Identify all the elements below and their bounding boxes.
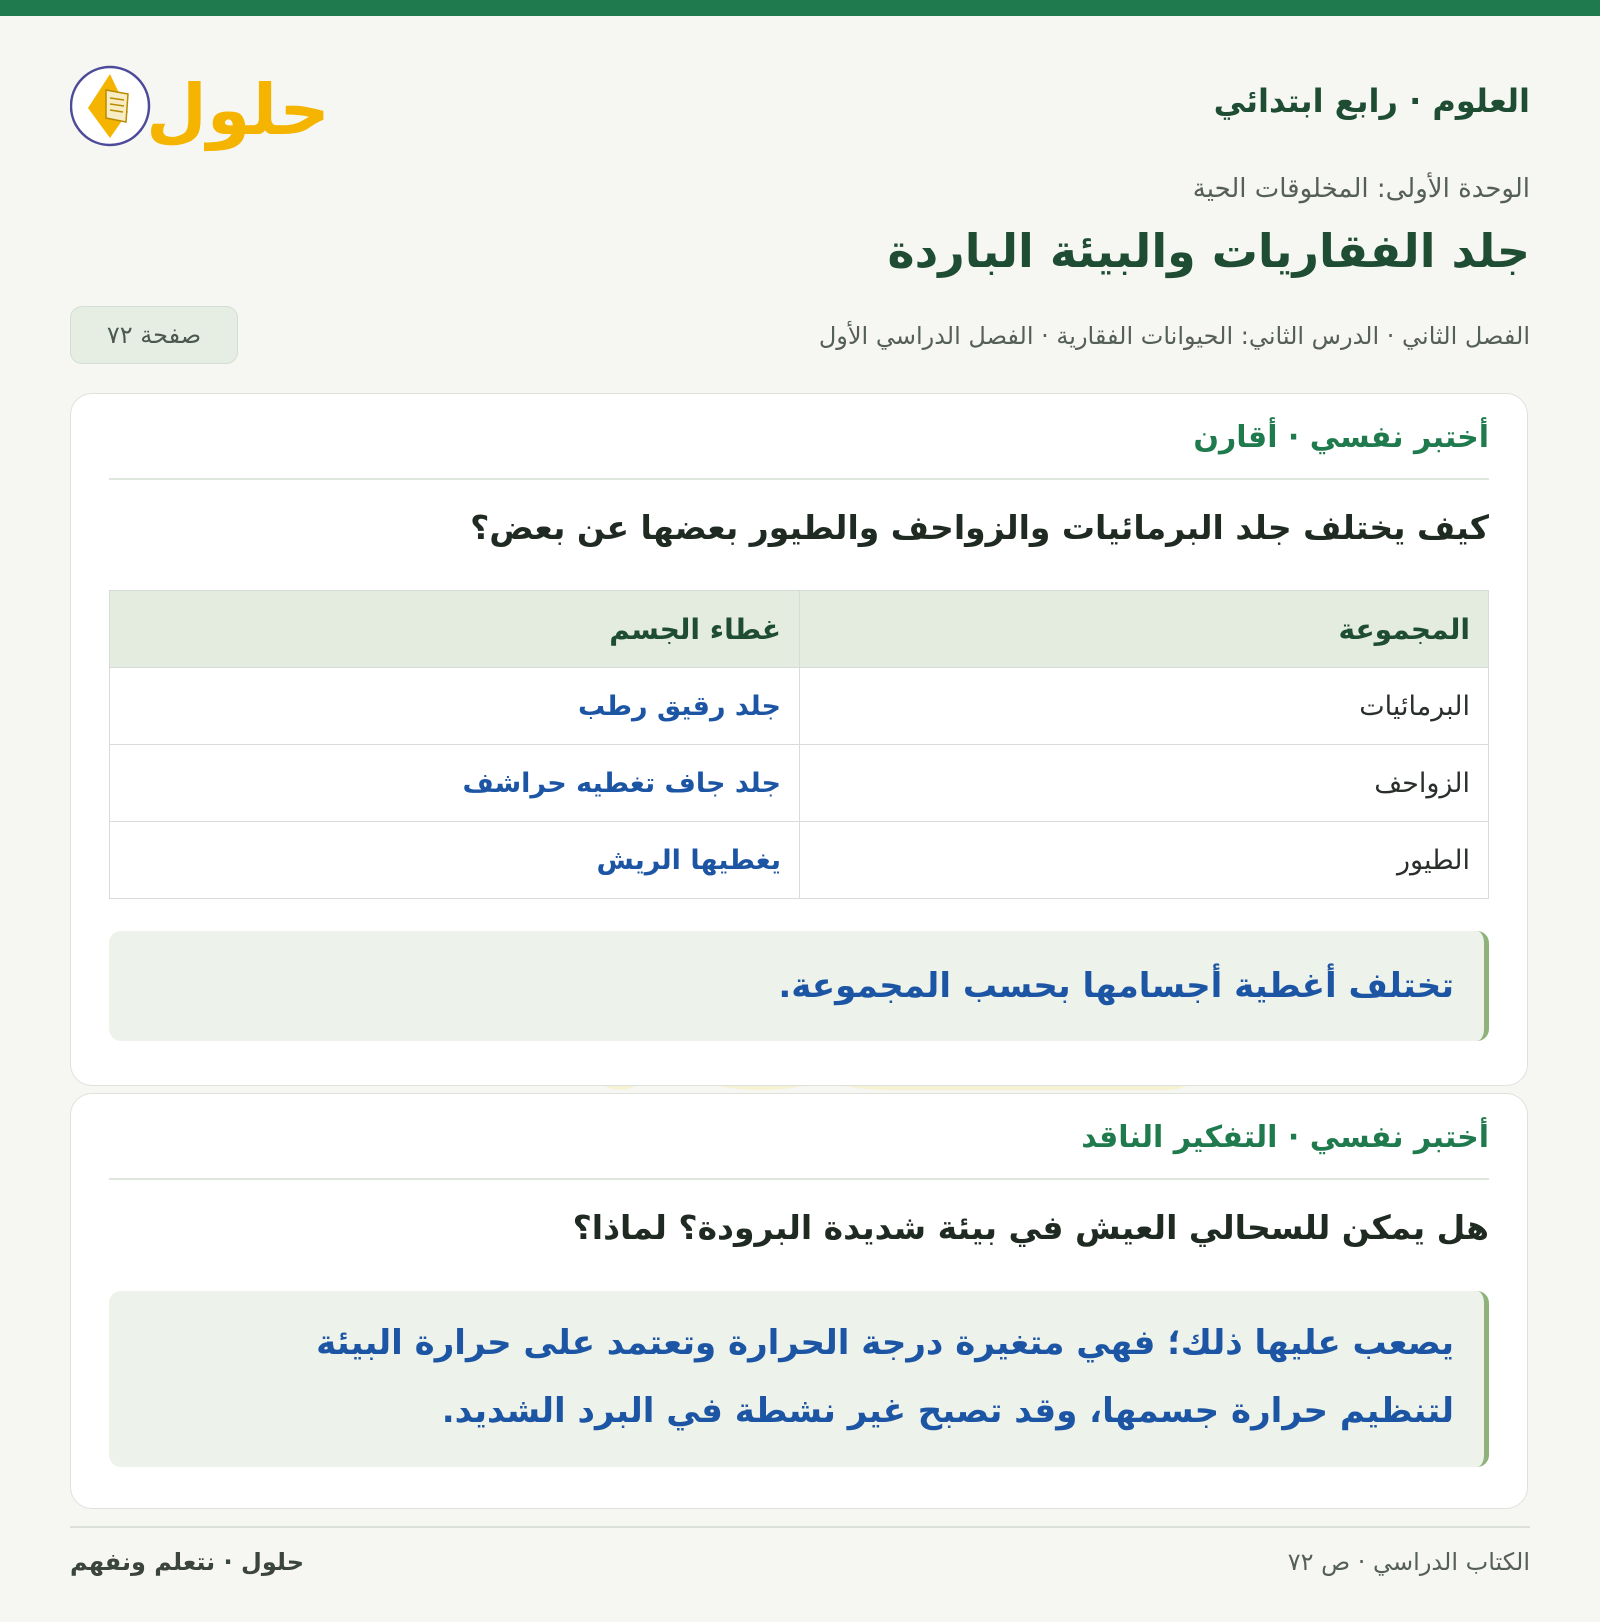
column-header-group: المجموعة	[800, 591, 1489, 668]
compare-card	[70, 393, 1528, 1086]
card-heading: أختبر نفسي · التفكير الناقد	[109, 1120, 1489, 1180]
cell-group: الزواحف	[800, 745, 1489, 822]
table-row	[110, 745, 1489, 822]
cell-group: الطيور	[800, 822, 1489, 899]
answer-box	[109, 1291, 1489, 1467]
table-header-row	[110, 591, 1489, 668]
cell-group: البرمائيات	[800, 668, 1489, 745]
question-text: كيف يختلف جلد البرمائيات والزواحف والطيور بعضها عن بعض؟	[470, 508, 1489, 547]
page	[70, 16, 1530, 1431]
card-heading: أختبر نفسي · أقارن	[109, 420, 1489, 480]
answer-line: لتنظيم حرارة جسمها، وقد تصبح غير نشطة في البرد الشديد.	[441, 1391, 1454, 1431]
unit-label: الوحدة الأولى: المخلوقات الحية	[1192, 174, 1530, 204]
column-header-cover: غطاء الجسم	[110, 591, 800, 668]
lesson-title: جلد الفقاريات والبيئة الباردة	[887, 224, 1530, 278]
footer-source: الكتاب الدراسي · ص ٧٢	[1287, 1548, 1530, 1576]
footer-divider	[70, 1526, 1530, 1528]
logo-mark	[70, 46, 340, 156]
question-text: هل يمكن للسحالي العيش في بيئة شديدة البرودة؟ لماذا؟	[572, 1208, 1489, 1247]
cell-cover: جلد جاف تغطيه حراشف	[110, 745, 800, 822]
footer-brand[interactable]: حلول · نتعلم ونفهم	[70, 1548, 304, 1576]
table-row	[110, 822, 1489, 899]
site-logo[interactable]	[70, 46, 340, 156]
answer-line: يصعب عليها ذلك؛ فهي متغيرة درجة الحرارة وتعتمد على حرارة البيئة	[316, 1323, 1454, 1363]
cell-cover: يغطيها الريش	[110, 822, 800, 899]
subject-title: العلوم · رابع ابتدائي	[1213, 82, 1530, 120]
table-row	[110, 668, 1489, 745]
answer-box: تختلف أغطية أجسامها بحسب المجموعة.	[109, 931, 1489, 1041]
svg-text:حلول: حلول	[146, 69, 330, 151]
page-number-badge: صفحة ٧٢	[70, 306, 238, 364]
top-accent-bar	[0, 0, 1600, 16]
lesson-meta: الفصل الثاني · الدرس الثاني: الحيوانات الفقارية · الفصل الدراسي الأول	[818, 322, 1530, 350]
page-header	[70, 16, 1530, 166]
cell-cover: جلد رقيق رطب	[110, 668, 800, 745]
comparison-table	[109, 590, 1489, 899]
critical-thinking-card	[70, 1093, 1528, 1509]
